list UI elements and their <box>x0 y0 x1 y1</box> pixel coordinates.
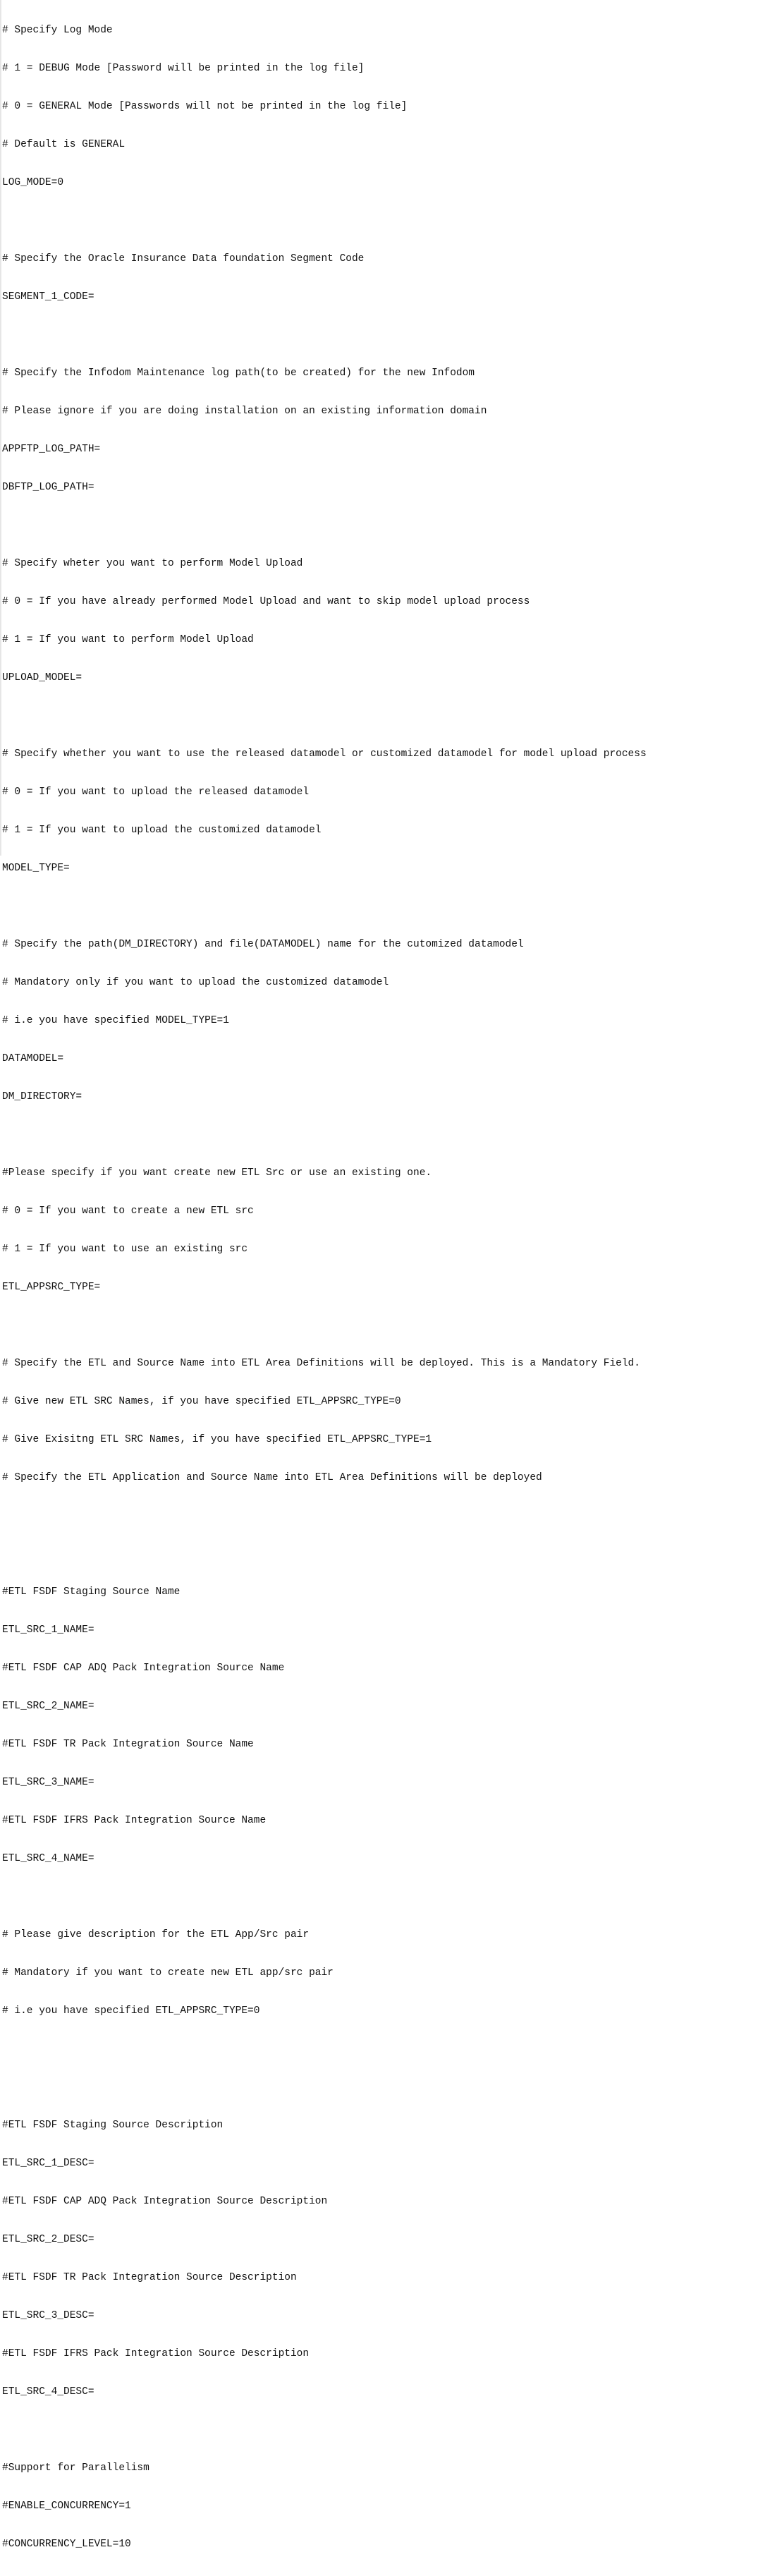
text-line[interactable]: # i.e you have specified ETL_APPSRC_TYPE=0 <box>2 2005 260 2017</box>
text-line[interactable]: # 0 = If you want to upload the released datamodel <box>2 786 310 798</box>
text-line[interactable]: #ETL FSDF Staging Source Description <box>2 2120 224 2131</box>
text-line[interactable] <box>2 2424 647 2436</box>
text-line[interactable]: ETL_SRC_4_DESC= <box>2 2386 94 2398</box>
text-line[interactable]: # Specify the ETL and Source Name into ETL Area Definitions will be deployed. This is a Mandatory Field. <box>2 1358 640 1369</box>
text-line[interactable]: # Default is GENERAL <box>2 139 126 150</box>
text-line[interactable]: # Mandatory only if you want to upload the customized datamodel <box>2 977 389 988</box>
text-line[interactable]: ETL_SRC_2_NAME= <box>2 1701 94 1712</box>
text-line[interactable]: # Specify Log Mode <box>2 25 113 36</box>
text-line[interactable]: #Support for Parallelism <box>2 2462 149 2474</box>
text-line[interactable]: # Specify the ETL Application and Source Name into ETL Area Definitions will be deployed <box>2 1472 542 1483</box>
text-line[interactable]: #ETL FSDF CAP ADQ Pack Integration Source Description <box>2 2196 328 2207</box>
text-line[interactable]: # Please give description for the ETL App/Src pair <box>2 1929 310 1940</box>
file-content[interactable] <box>2 0 647 2576</box>
text-line[interactable]: ETL_APPSRC_TYPE= <box>2 1282 101 1293</box>
text-line[interactable]: #CONCURRENCY_LEVEL=10 <box>2 2539 131 2550</box>
text-line[interactable]: # Specify the Infodom Maintenance log path(to be created) for the new Infodom <box>2 367 475 379</box>
text-line[interactable] <box>2 2081 647 2094</box>
text-line[interactable]: # 1 = If you want to use an existing src <box>2 1244 248 1255</box>
text-line[interactable]: #ETL FSDF CAP ADQ Pack Integration Source Name <box>2 1663 285 1674</box>
text-line[interactable]: ETL_SRC_3_NAME= <box>2 1777 94 1788</box>
text-line[interactable]: SEGMENT_1_CODE= <box>2 291 94 303</box>
text-line[interactable] <box>2 1319 647 1332</box>
left-margin-line <box>0 0 1 856</box>
text-line[interactable]: LOG_MODE=0 <box>2 177 64 188</box>
text-line[interactable]: # Specify whether you want to use the released datamodel or customized datamodel for model upload process <box>2 748 647 760</box>
text-line[interactable]: #ETL FSDF Staging Source Name <box>2 1586 181 1598</box>
text-line[interactable]: # Specify wheter you want to perform Model Upload <box>2 558 303 569</box>
text-line[interactable] <box>2 2043 647 2055</box>
text-line[interactable]: ETL_SRC_3_DESC= <box>2 2310 94 2321</box>
text-line[interactable]: # 1 = DEBUG Mode [Password will be printed in the log file] <box>2 63 365 74</box>
text-line[interactable]: # Please ignore if you are doing installation on an existing information domain <box>2 406 487 417</box>
text-line[interactable] <box>2 1890 647 1903</box>
text-line[interactable]: # Give Exisitng ETL SRC Names, if you have specified ETL_APPSRC_TYPE=1 <box>2 1434 432 1445</box>
text-line[interactable]: ETL_SRC_2_DESC= <box>2 2234 94 2245</box>
text-line[interactable]: ETL_SRC_1_DESC= <box>2 2158 94 2169</box>
text-line[interactable]: # Give new ETL SRC Names, if you have specified ETL_APPSRC_TYPE=0 <box>2 1396 401 1407</box>
text-line[interactable]: DATAMODEL= <box>2 1053 64 1064</box>
text-line[interactable]: #ETL FSDF IFRS Pack Integration Source Description <box>2 2348 310 2359</box>
text-line[interactable] <box>2 710 647 722</box>
text-line[interactable]: ETL_SRC_4_NAME= <box>2 1853 94 1864</box>
text-line[interactable]: # i.e you have specified MODEL_TYPE=1 <box>2 1015 229 1026</box>
text-line[interactable]: ETL_SRC_1_NAME= <box>2 1624 94 1636</box>
text-line[interactable]: # Specify the Oracle Insurance Data foundation Segment Code <box>2 253 365 265</box>
text-line[interactable] <box>2 214 647 227</box>
text-line[interactable] <box>2 519 647 532</box>
text-line[interactable]: #ETL FSDF TR Pack Integration Source Name <box>2 1739 254 1750</box>
text-line[interactable]: # 0 = If you have already performed Model Upload and want to skip model upload process <box>2 596 530 607</box>
text-line[interactable]: UPLOAD_MODEL= <box>2 672 82 684</box>
text-line[interactable] <box>2 1509 647 1522</box>
text-line[interactable]: # 1 = If you want to upload the customized datamodel <box>2 825 322 836</box>
text-line[interactable]: # 0 = If you want to create a new ETL src <box>2 1205 254 1217</box>
text-line[interactable]: MODEL_TYPE= <box>2 863 70 874</box>
text-line[interactable] <box>2 329 647 341</box>
text-line[interactable] <box>2 1129 647 1141</box>
text-line[interactable]: DM_DIRECTORY= <box>2 1091 82 1102</box>
text-line[interactable] <box>2 1548 647 1560</box>
text-line[interactable]: APPFTP_LOG_PATH= <box>2 444 101 455</box>
text-line[interactable]: # 1 = If you want to perform Model Upload <box>2 634 254 645</box>
text-line[interactable]: # 0 = GENERAL Mode [Passwords will not be printed in the log file] <box>2 101 408 112</box>
text-line[interactable]: #ENABLE_CONCURRENCY=1 <box>2 2501 131 2512</box>
text-line[interactable]: #Please specify if you want create new ETL Src or use an existing one. <box>2 1167 432 1179</box>
text-line[interactable]: DBFTP_LOG_PATH= <box>2 482 94 493</box>
text-line[interactable]: # Mandatory if you want to create new ETL app/src pair <box>2 1967 334 1979</box>
text-line[interactable]: #ETL FSDF IFRS Pack Integration Source Name <box>2 1815 267 1826</box>
text-line[interactable]: # Specify the path(DM_DIRECTORY) and file(DATAMODEL) name for the cutomized datamodel <box>2 939 524 950</box>
text-line[interactable] <box>2 900 647 913</box>
text-line[interactable]: #ETL FSDF TR Pack Integration Source Description <box>2 2272 297 2283</box>
